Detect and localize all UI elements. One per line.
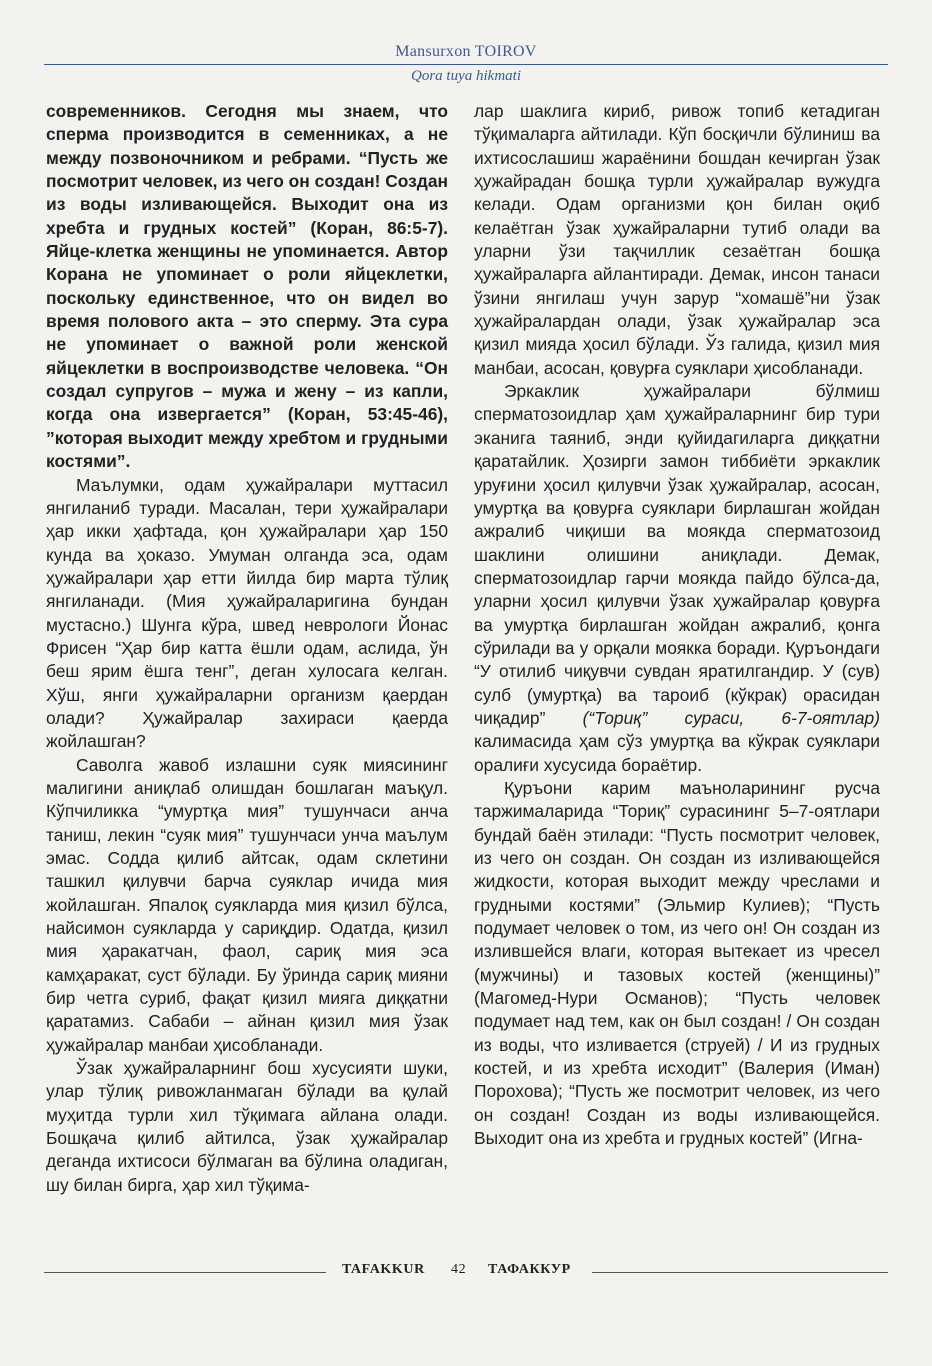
- footer-magazine-cyrillic: ТАФАККУР: [488, 1262, 571, 1277]
- paragraph-text: Эркаклик ҳужайралари бўлмиш сперматозоидлар ҳам ҳужайраларнинг бир тури эканига таяниб, энди қуйидагиларга диққатни қаратайлик. Ҳозирги замон тиббиёти эркаклик уруғини ҳосил қилувчи ўзак ҳужайралар, асосан, умуртқа ва қовурға суяклари бирлашган жойдан ажралиб чиқиши ва моякда сперматозоид шаклини олишини аниқлади. Демак, сперматозоидлар гарчи моякда пайдо бўлса-да, уларни ҳосил қилувчи ўзак ҳужайралар қовурға ва умуртқа бирлашган жойдан ажралиб, қонга сўрилади ва у орқали моякка боради. Қуръондаги “У отилиб чиқувчи сувдан яратилгандир. У (сув) сулб (умуртқа) ва тароиб (кўкрак) орасидан чиқадир”: [474, 381, 880, 728]
- paragraph: [474, 380, 880, 777]
- footer-magazine-latin: TAFAKKUR: [342, 1262, 425, 1277]
- surah-citation: (“Ториқ” сураси, 6-7-оятлар): [582, 707, 880, 728]
- paragraph: Ўзак ҳужайраларнинг бош хусусияти шуки, улар тўлиқ ривожланмаган бўлади ва қулай муҳитда турли хил тўқимага айлана олади. Бошқача қилиб айтилса, ўзак ҳужайралар деганда ихтисоси бўлмаган ва бўлина оладиган, шу билан бирга, ҳар хил тўқима-: [46, 1058, 448, 1195]
- left-column: [46, 100, 448, 1197]
- paragraph: Қуръони карим маъноларининг русча таржималарида “Ториқ” сурасининг 5–7-оятлари бундай баён этилади: “Пусть посмотрит человек, из чего он создан. Он создан из изливающейся жидкости, которая выходит между чреслами и грудными костями” (Эльмир Кулиев); “Пусть подумает человек о том, из чего он! Он создан из излившейся влаги, которая вытекает из чресел (мужчины) и тазовых костей (женщины)” (Магомед-Нури Османов); “Пусть человек подумает над тем, как он был создан! / Он создан из воды, что изливается (струей) / И из грудных костей, и из хребта исходит” (Валерия (Иман) Порохова); “Пусть же посмотрит человек, из чего он создан! Создан из воды изливающейся. Выходит она из хребта и грудных костей” (Игна-: [474, 777, 880, 1149]
- paragraph: Маълумки, одам ҳужайралари муттасил янгиланиб туради. Масалан, тери ҳужайралари ҳар икки ҳафтада, қон ҳужайралари ҳар 150 кунда ва ҳоказо. Умуман олганда эса, одам ҳужайралари ҳар етти йилда бир марта тўлиқ янгиланади. (Мия ҳужайраларигина бундан мустасно.) Шунга кўра, швед неврологи Йонас Фрисен “Ҳар бир катта ёшли одам, аслида, ўн беш ярим ёшга тенг”, деган хулосага келган. Хўш, янги ҳужайраларни организм қаердан олади? Ҳужайралар захираси қаерда жойлашган?: [46, 474, 448, 752]
- running-header: [0, 42, 932, 85]
- header-rule: [44, 64, 888, 65]
- footer-rule-right: [592, 1272, 888, 1273]
- footer-rule-left: [44, 1272, 326, 1273]
- header-subtitle: Qora tuya hikmati: [411, 68, 521, 84]
- running-footer: [44, 1262, 888, 1282]
- header-author: Mansurxon TOIROV: [395, 43, 537, 60]
- paragraph: лар шаклига кириб, ривож топиб кетадиган тўқималарга айтилади. Кўп босқичли бўлиниш ва ихтисослашиш жараёнини бошдан кечирган ўзак ҳужайрадан бошқа турли ҳужайралар вужудга келади. Одам организми қон билан оқиб келаётган ўзак ҳужайраларни тутиб олади ва уларни ўзи тақчиллик сезаётган бошқа ҳужайраларга айлантиради. Демак, инсон танаси ўзини янгилаш учун зарур “хомашё”ни ўзак ҳужайралардан олади, ўзак ҳужайралар эса қизил мияда ҳосил бўлади. Ўз галида, қизил мия манбаи, асосан, қовурға суяклари ҳисобланади.: [474, 101, 880, 378]
- paragraph-text: калимасида ҳам сўз умуртқа ва кўкрак суяклари оралиғи хусусида бораётир.: [474, 731, 880, 775]
- paragraph: современников. Сегодня мы знаем, что сперма производится в семенниках, а не между позвоночником и ребрами. “Пусть же посмотрит человек, из чего он создан! Создан из воды изливающейся. Выходит она из хребта и грудных костей” (Коран, 86:5-7). Яйце-клетка женщины не упоминается. Автор Корана не упоминает о роли яйцеклетки, поскольку единственное, что он видел во время полового акта – это сперму. Эта сура не упоминает о важной роли женской яйцеклетки в воспроизводстве человека. “Он создал супругов – мужа и жену – из капли, когда она извергается” (Коран, 53:45-46), ”которая выходит между хребтом и грудными костями”.: [46, 101, 449, 472]
- paragraph: Саволга жавоб излашни суяк миясининг малигини аниқлаб олишдан бошлаган маъқул. Кўпчиликка “умуртқа мия” тушунчаси анча таниш, лекин “суяк мия” тушунчаси унча маълум эмас. Содда қилиб айтсак, одам склетини ташкил қилувчи барча суяклар ичида мия жойлашган. Япалоқ суякларда мия қизил бўлса, найсимон суякларда у сариқдир. Одатда, қизил мия ҳаракатчан, фаол, сариқ мия эса камҳаракат, суст бўлади. Бу ўринда сариқ мияни бир четга суриб, фақат қизил мияга диққатни қаратамиз. Сабаби – айнан қизил мия ўзак ҳужайралар манбаи ҳисобланади.: [46, 754, 448, 1055]
- page-number: 42: [451, 1262, 467, 1277]
- right-column: [474, 100, 880, 1150]
